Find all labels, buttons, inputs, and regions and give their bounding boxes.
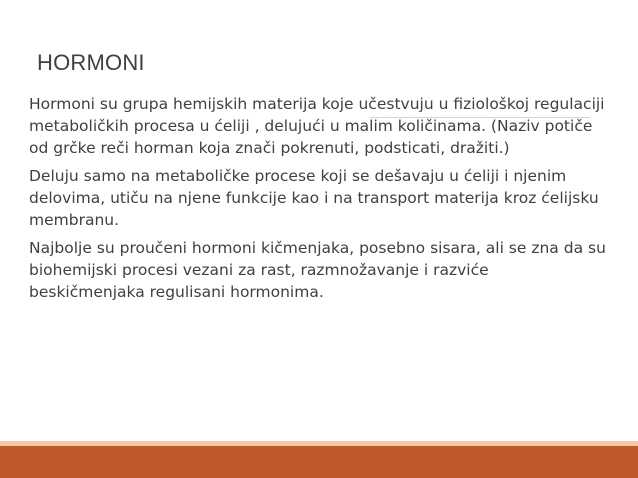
paragraph-2: Deluju samo na metaboličke procese koji se dešavaju u ćeliji i njenim delovima, utiču na njene funkcije kao i na transport materija kroz ćelijsku membranu. (29, 167, 599, 229)
slide-body (29, 93, 609, 309)
slide-title: HORMONI (37, 50, 145, 75)
paragraph-3: Najbolje su proučeni hormoni kičmenjaka, posebno sisara, ali se zna da su biohemijski procesi vezani za rast, razmnožavanje i razviće beskičmenjaka regulisani hormonima. (29, 239, 606, 301)
paragraph-1: Hormoni su grupa hemijskih materija koje učestvuju u fiziološkoj regulaciji metaboličkih procesa u ćeliji , delujući u malim količinama. (Naziv potiče od grčke reči horman koja znači pokrenuti, podsticati, dražiti.) (29, 95, 605, 157)
footer-bar (0, 446, 638, 478)
